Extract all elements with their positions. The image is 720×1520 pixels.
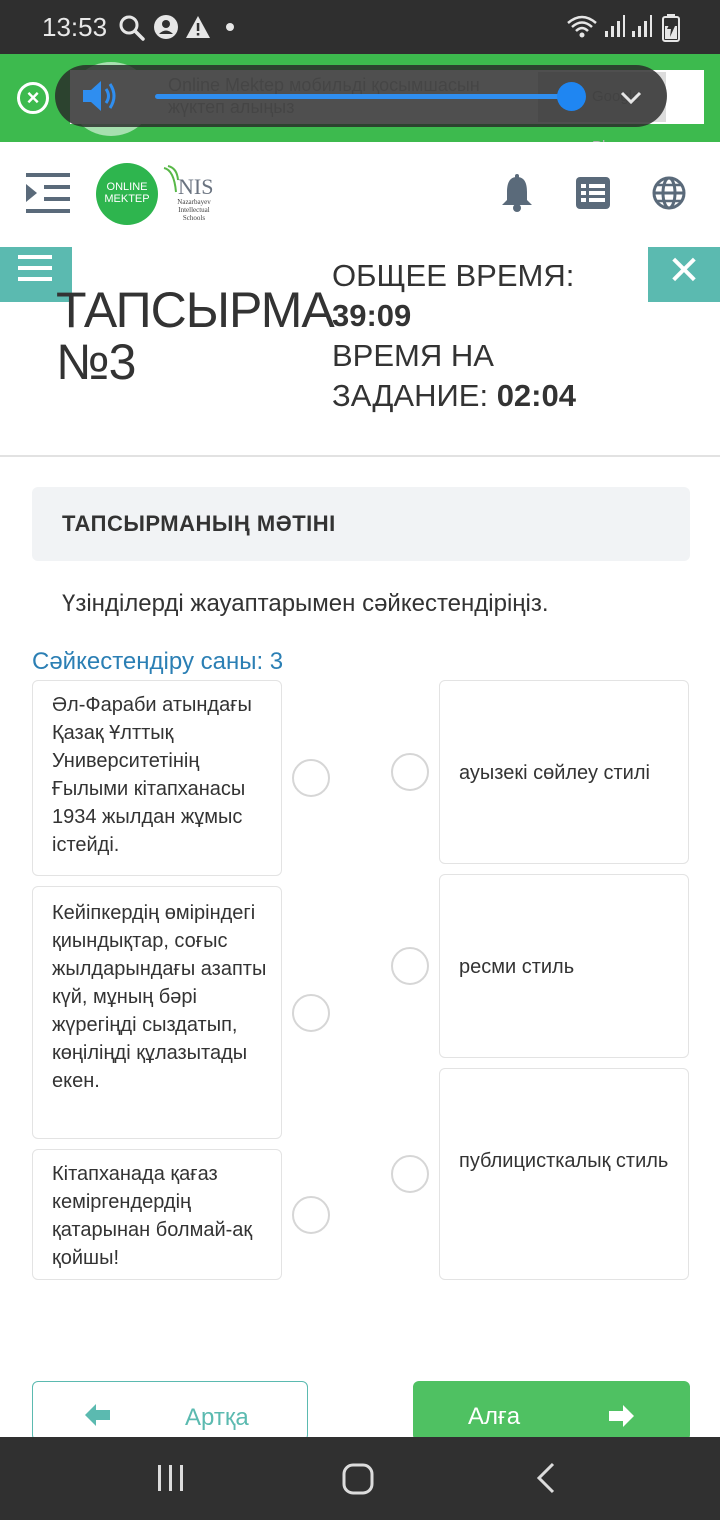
task-title-line1: ТАПСЫРМА — [56, 282, 334, 338]
list-icon[interactable] — [576, 177, 610, 209]
right-match-radio[interactable] — [391, 1155, 429, 1193]
right-item-text: ауызекі сөйлеу стилі — [459, 762, 650, 784]
menu-indent-icon[interactable] — [26, 172, 72, 214]
close-icon: ✕ — [667, 249, 701, 293]
nis-subtitle-1: Nazarbayev — [177, 198, 211, 206]
signal-icon — [604, 14, 626, 38]
banner-close-button[interactable]: × — [17, 82, 49, 114]
status-bar — [0, 0, 720, 54]
left-match-radio[interactable] — [292, 994, 330, 1032]
speaker-icon[interactable] — [81, 78, 121, 114]
home-icon[interactable] — [341, 1462, 375, 1496]
left-item-card[interactable] — [32, 886, 282, 1139]
recent-apps-icon[interactable] — [156, 1463, 186, 1493]
right-item-card[interactable] — [439, 874, 689, 1058]
signal-icon — [631, 14, 653, 38]
left-item-card[interactable] — [32, 1149, 282, 1280]
next-button-label: Алға — [468, 1403, 521, 1430]
warning-icon — [185, 14, 211, 40]
right-item-card[interactable] — [439, 1068, 689, 1280]
timers — [332, 256, 652, 416]
back-button[interactable] — [32, 1381, 308, 1441]
system-nav-bar — [0, 1437, 720, 1520]
volume-slider-overlay[interactable] — [55, 65, 667, 127]
nis-title: NIS — [178, 174, 214, 199]
match-count: Сәйкестендіру саны: 3 — [32, 648, 284, 675]
site-header — [0, 142, 720, 246]
nis-subtitle-3: Schools — [182, 214, 206, 222]
logo-text-mektep: MEKTEP — [104, 193, 150, 205]
wifi-icon — [566, 14, 598, 40]
total-time-value: 39:09 — [332, 298, 412, 333]
nis-logo[interactable] — [162, 164, 222, 224]
task-title-line2: №3 — [56, 334, 136, 390]
right-item-text: ресми стиль — [459, 956, 575, 978]
task-time-value: 02:04 — [496, 378, 576, 413]
right-item-text: публицисткалық стиль — [459, 1150, 669, 1172]
right-match-radio[interactable] — [391, 947, 429, 985]
next-button[interactable] — [413, 1381, 690, 1441]
task-time-label-1: ВРЕМЯ НА — [332, 338, 494, 373]
dot-icon — [225, 22, 235, 32]
left-match-radio[interactable] — [292, 1196, 330, 1234]
volume-knob[interactable] — [557, 82, 586, 111]
right-item-card[interactable] — [439, 680, 689, 864]
battery-icon — [662, 14, 680, 42]
bell-icon[interactable] — [500, 174, 534, 212]
search-icon — [118, 14, 146, 42]
task-text-heading: ТАПСЫРМАНЫҢ МӘТІНІ — [32, 487, 690, 561]
nis-subtitle-2: Intellectual — [178, 206, 210, 214]
logo-text-online: ONLINE — [106, 181, 148, 193]
hamburger-icon — [18, 253, 54, 283]
left-item-text: Әл-Фараби атындағы Қазақ Ұлттық Университетінің Ғылыми кітапханасы 1934 жылдан жұмыс істейді. — [52, 694, 252, 856]
left-item-card[interactable] — [32, 680, 282, 876]
left-item-text: Кейіпкердің өміріндегі қиындықтар, соғыс жылдарындағы азапты күй, мұның бәрі жүрегіңді сыздатып, көңіліңді құлазытады екен. — [52, 902, 267, 1092]
task-close-button[interactable] — [648, 247, 720, 302]
left-match-radio[interactable] — [292, 759, 330, 797]
status-time: 13:53 — [42, 12, 108, 42]
globe-icon[interactable] — [652, 176, 686, 210]
right-match-radio[interactable] — [391, 753, 429, 791]
left-item-text: Кітапханада қағаз кеміргендердің қатарынан болмай-ақ қойшы! — [52, 1163, 253, 1269]
divider — [0, 455, 720, 457]
task-time-label-2: ЗАДАНИЕ: — [332, 378, 489, 413]
back-icon[interactable] — [533, 1461, 557, 1495]
back-button-label: Артқа — [185, 1404, 249, 1431]
chevron-down-icon[interactable] — [617, 83, 645, 111]
task-instruction: Үзінділерді жауаптарымен сәйкестендіріңіз. — [62, 590, 549, 617]
arrow-left-icon — [85, 1404, 111, 1426]
task-title — [56, 284, 336, 388]
total-time-label: ОБЩЕЕ ВРЕМЯ: — [332, 258, 575, 293]
arrow-right-icon — [608, 1405, 634, 1427]
volume-track[interactable] — [155, 94, 575, 99]
account-icon — [153, 14, 179, 40]
online-mektep-logo[interactable] — [96, 163, 158, 225]
